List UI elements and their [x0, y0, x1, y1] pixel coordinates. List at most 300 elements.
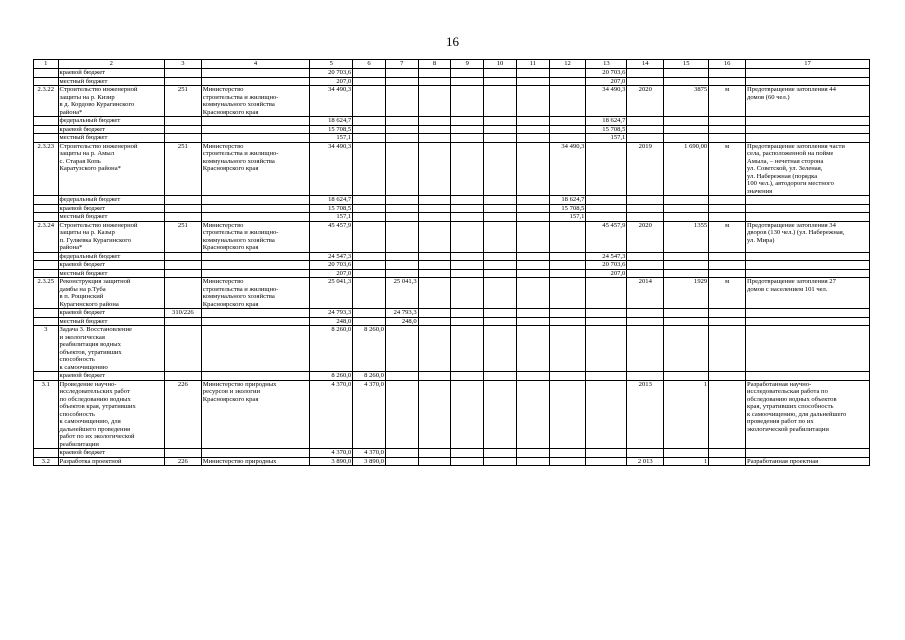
table-cell — [164, 134, 201, 143]
table-cell — [627, 213, 664, 222]
table-cell — [664, 196, 709, 205]
table-cell: местный бюджет — [58, 213, 164, 222]
table-cell — [418, 326, 451, 372]
table-cell — [627, 204, 664, 213]
table-cell — [549, 326, 586, 372]
table-cell — [709, 380, 746, 449]
table-cell — [746, 252, 870, 261]
table-cell — [709, 372, 746, 381]
table-cell — [709, 269, 746, 278]
table-cell — [353, 317, 386, 326]
table-cell — [746, 117, 870, 126]
table-cell — [516, 117, 549, 126]
table-cell: м — [709, 221, 746, 252]
column-number-row — [34, 60, 870, 69]
table-cell: 157,1 — [586, 134, 627, 143]
table-cell — [484, 134, 517, 143]
table-cell — [746, 449, 870, 458]
table-cell: Проведение научно- исследовательских работ по обследованию водных объектов края, утративших способность к самоочищению, для дальнейшего проведения работ по их экологической реабилитации — [58, 380, 164, 449]
table-cell: местный бюджет — [58, 134, 164, 143]
table-row — [34, 252, 870, 261]
table-cell — [516, 372, 549, 381]
table-cell — [353, 309, 386, 318]
table-cell: 25 041,3 — [310, 278, 353, 309]
table-cell — [418, 221, 451, 252]
table-cell: 20 703,6 — [586, 69, 627, 78]
table-cell — [353, 69, 386, 78]
table-cell — [549, 77, 586, 86]
table-cell — [164, 125, 201, 134]
table-cell — [516, 380, 549, 449]
table-cell — [385, 77, 418, 86]
table-cell — [34, 196, 59, 205]
table-cell — [34, 69, 59, 78]
table-cell — [516, 125, 549, 134]
table-cell — [451, 221, 484, 252]
table-cell — [664, 117, 709, 126]
table-cell — [586, 317, 627, 326]
table-cell — [201, 213, 309, 222]
table-cell — [418, 252, 451, 261]
table-cell: краевой бюджет — [58, 372, 164, 381]
table-cell: 3.2 — [34, 457, 59, 466]
table-cell — [709, 134, 746, 143]
table-cell — [201, 449, 309, 458]
table-cell — [418, 142, 451, 196]
table-row — [34, 196, 870, 205]
table-cell: 8 260,0 — [353, 326, 386, 372]
table-cell — [627, 117, 664, 126]
table-cell — [484, 309, 517, 318]
table-cell: 25 041,3 — [385, 278, 418, 309]
table-cell — [516, 317, 549, 326]
table-cell — [549, 449, 586, 458]
table-cell: 248,0 — [310, 317, 353, 326]
table-cell: Министерство природных — [201, 457, 309, 466]
table-cell — [709, 317, 746, 326]
table-cell: 45 457,9 — [310, 221, 353, 252]
table-cell — [746, 317, 870, 326]
table-cell — [164, 252, 201, 261]
table-cell: м — [709, 142, 746, 196]
table-cell — [746, 372, 870, 381]
table-cell — [484, 204, 517, 213]
table-cell: 20 703,6 — [586, 261, 627, 270]
table-cell: 2014 — [627, 278, 664, 309]
table-cell — [516, 278, 549, 309]
table-cell — [516, 457, 549, 466]
table-cell — [709, 326, 746, 372]
table-cell — [418, 86, 451, 117]
table-cell — [516, 86, 549, 117]
table-cell: 1355 — [664, 221, 709, 252]
table-cell — [586, 142, 627, 196]
table-row — [34, 269, 870, 278]
table-cell — [549, 134, 586, 143]
table-cell — [34, 204, 59, 213]
table-cell: краевой бюджет — [58, 125, 164, 134]
table-cell — [709, 204, 746, 213]
table-row — [34, 142, 870, 196]
table-cell — [451, 449, 484, 458]
table-cell — [385, 449, 418, 458]
table-cell — [164, 449, 201, 458]
table-cell: Министерство строительства и жилищно- коммунального хозяйства Красноярского края — [201, 142, 309, 196]
table-row — [34, 372, 870, 381]
table-cell — [385, 213, 418, 222]
table-cell — [746, 309, 870, 318]
table-cell — [484, 269, 517, 278]
table-cell: федеральный бюджет — [58, 117, 164, 126]
table-cell — [709, 125, 746, 134]
table-cell: краевой бюджет — [58, 69, 164, 78]
table-cell — [516, 269, 549, 278]
table-cell: 1 — [664, 457, 709, 466]
table-cell: 1 — [664, 380, 709, 449]
page-number: 16 — [446, 34, 459, 49]
table-cell: 34 490,3 — [586, 86, 627, 117]
column-number: 13 — [586, 60, 627, 69]
table-cell — [516, 221, 549, 252]
table-row — [34, 326, 870, 372]
table-cell — [709, 261, 746, 270]
table-cell: 2.3.24 — [34, 221, 59, 252]
table-cell — [549, 380, 586, 449]
table-cell: 34 490,3 — [310, 142, 353, 196]
table-cell — [418, 196, 451, 205]
table-row — [34, 117, 870, 126]
table-cell — [164, 77, 201, 86]
table-cell: Предотвращение затопления 27 домов с населением 101 чел. — [746, 278, 870, 309]
table-cell: Министерство строительства и жилищно- коммунального хозяйства Красноярского края — [201, 86, 309, 117]
column-number: 10 — [484, 60, 517, 69]
table-cell — [627, 134, 664, 143]
column-number: 8 — [418, 60, 451, 69]
table-cell — [746, 134, 870, 143]
table-cell: 4 370,0 — [353, 380, 386, 449]
table-cell: Задача 3. Восстановление и экологическая реабилитация водных объектов, утративших способность к самоочищению — [58, 326, 164, 372]
table-cell: 2019 — [627, 142, 664, 196]
table-row — [34, 125, 870, 134]
table-cell — [451, 372, 484, 381]
table-cell: 8 260,0 — [310, 372, 353, 381]
table-cell — [451, 380, 484, 449]
table-cell — [709, 309, 746, 318]
table-row — [34, 380, 870, 449]
table-cell — [385, 125, 418, 134]
table-cell — [627, 69, 664, 78]
table-cell — [385, 221, 418, 252]
column-number: 9 — [451, 60, 484, 69]
table-cell: Строительство инженерной защиты на р. Кизир в д. Кордово Курагинского района* — [58, 86, 164, 117]
table-cell — [627, 261, 664, 270]
table-cell — [549, 69, 586, 78]
table-cell — [484, 252, 517, 261]
column-number: 17 — [746, 60, 870, 69]
table-cell — [451, 317, 484, 326]
table-cell: 207,0 — [586, 269, 627, 278]
table-cell — [451, 252, 484, 261]
table-cell — [353, 252, 386, 261]
table-cell — [627, 77, 664, 86]
table-cell — [418, 125, 451, 134]
table-cell: 34 490,3 — [549, 142, 586, 196]
table-cell — [586, 278, 627, 309]
table-cell — [34, 309, 59, 318]
table-cell — [201, 77, 309, 86]
table-cell: 251 — [164, 142, 201, 196]
table-cell — [549, 457, 586, 466]
table-cell — [484, 372, 517, 381]
table-cell — [418, 213, 451, 222]
table-cell — [164, 317, 201, 326]
table-cell: 157,1 — [549, 213, 586, 222]
table-cell: местный бюджет — [58, 269, 164, 278]
table-cell — [418, 117, 451, 126]
table-cell — [418, 77, 451, 86]
table-cell: 207,0 — [310, 269, 353, 278]
table-cell — [484, 221, 517, 252]
table-cell — [746, 269, 870, 278]
table-cell — [385, 134, 418, 143]
table-cell: 20 703,6 — [310, 261, 353, 270]
table-row — [34, 86, 870, 117]
table-cell — [664, 69, 709, 78]
table-cell — [164, 278, 201, 309]
table-cell: 34 490,3 — [310, 86, 353, 117]
table-cell — [664, 317, 709, 326]
table-cell — [549, 117, 586, 126]
table-cell: 1 690,00 — [664, 142, 709, 196]
table-cell: 2020 — [627, 221, 664, 252]
table-cell — [418, 69, 451, 78]
table-cell — [451, 142, 484, 196]
table-cell — [201, 309, 309, 318]
table-cell — [516, 204, 549, 213]
table-cell: 251 — [164, 86, 201, 117]
table-cell — [484, 213, 517, 222]
table-cell — [664, 252, 709, 261]
table-cell — [746, 213, 870, 222]
table-cell — [353, 77, 386, 86]
table-cell — [385, 380, 418, 449]
table-cell — [385, 372, 418, 381]
table-cell: 24 547,3 — [586, 252, 627, 261]
table-cell: 2.3.22 — [34, 86, 59, 117]
table-cell: 24 793,3 — [385, 309, 418, 318]
table-cell: 8 260,0 — [353, 372, 386, 381]
table-cell — [664, 449, 709, 458]
table-cell — [516, 69, 549, 78]
table-cell: Реконструкция защитной дамбы на р.Туба в п. Рощинский Курагинского района — [58, 278, 164, 309]
table-cell — [516, 449, 549, 458]
table-cell — [418, 380, 451, 449]
table-cell: Предотвращение затопления 44 домов (60 чел.) — [746, 86, 870, 117]
table-cell — [709, 252, 746, 261]
table-cell: местный бюджет — [58, 77, 164, 86]
table-cell: краевой бюджет — [58, 449, 164, 458]
table-cell: 8 260,0 — [310, 326, 353, 372]
table-cell: 310/226 — [164, 309, 201, 318]
table-cell — [484, 278, 517, 309]
table-cell — [484, 77, 517, 86]
table-cell — [201, 372, 309, 381]
table-cell: федеральный бюджет — [58, 252, 164, 261]
table-cell — [201, 125, 309, 134]
table-cell — [627, 317, 664, 326]
table-cell — [451, 125, 484, 134]
table-cell — [164, 204, 201, 213]
table-cell — [418, 457, 451, 466]
table-cell — [418, 269, 451, 278]
table-cell: Министерство строительства и жилищно- коммунального хозяйства Красноярского края — [201, 221, 309, 252]
table-row — [34, 309, 870, 318]
table-cell — [516, 261, 549, 270]
table-cell: 20 703,6 — [310, 69, 353, 78]
table-cell — [353, 117, 386, 126]
table-cell — [385, 457, 418, 466]
column-number: 3 — [164, 60, 201, 69]
table-cell — [664, 134, 709, 143]
column-number: 15 — [664, 60, 709, 69]
table-cell — [484, 117, 517, 126]
table-cell — [549, 317, 586, 326]
table-cell: краевой бюджет — [58, 261, 164, 270]
column-number: 5 — [310, 60, 353, 69]
table-cell — [484, 449, 517, 458]
table-cell — [549, 372, 586, 381]
table-cell — [451, 309, 484, 318]
table-cell — [627, 269, 664, 278]
table-cell — [451, 269, 484, 278]
table-row — [34, 278, 870, 309]
table-cell: 248,0 — [385, 317, 418, 326]
table-cell — [627, 372, 664, 381]
table-cell — [418, 309, 451, 318]
table-cell — [201, 196, 309, 205]
table-row — [34, 77, 870, 86]
table-cell — [451, 213, 484, 222]
column-number: 11 — [516, 60, 549, 69]
table-cell — [746, 125, 870, 134]
table-cell — [418, 372, 451, 381]
table-cell — [516, 77, 549, 86]
table-cell — [385, 269, 418, 278]
table-cell — [549, 309, 586, 318]
table-cell — [586, 204, 627, 213]
table-row — [34, 213, 870, 222]
table-cell: 3.1 — [34, 380, 59, 449]
table-cell — [451, 86, 484, 117]
table-cell — [549, 125, 586, 134]
table-cell: 157,1 — [310, 134, 353, 143]
table-cell — [484, 457, 517, 466]
table-cell: 15 708,5 — [310, 204, 353, 213]
table-cell — [418, 134, 451, 143]
table-cell — [627, 326, 664, 372]
table-cell — [164, 372, 201, 381]
table-cell: 45 457,9 — [586, 221, 627, 252]
table-cell — [484, 86, 517, 117]
table-cell — [664, 204, 709, 213]
table-cell: 1929 — [664, 278, 709, 309]
table-cell: 4 370,0 — [310, 449, 353, 458]
table-cell — [418, 278, 451, 309]
table-cell: Разработанная проектная — [746, 457, 870, 466]
table-cell — [353, 269, 386, 278]
table-cell — [353, 278, 386, 309]
table-cell: 207,0 — [310, 77, 353, 86]
table-cell — [586, 213, 627, 222]
table-cell — [34, 252, 59, 261]
table-cell — [201, 269, 309, 278]
table-cell: Разработка проектной — [58, 457, 164, 466]
table-cell — [385, 326, 418, 372]
table-cell: Министерство строительства и жилищно- коммунального хозяйства Красноярского края — [201, 278, 309, 309]
column-number: 14 — [627, 60, 664, 69]
table-cell: 207,0 — [586, 77, 627, 86]
table-cell — [709, 196, 746, 205]
table-cell — [484, 69, 517, 78]
table-cell — [418, 261, 451, 270]
table-cell: 24 547,3 — [310, 252, 353, 261]
table-cell — [627, 449, 664, 458]
table-cell — [586, 372, 627, 381]
column-number: 16 — [709, 60, 746, 69]
table-cell — [549, 269, 586, 278]
table-cell — [549, 278, 586, 309]
table-cell — [627, 309, 664, 318]
table-cell: Разработанная научно- исследовательская работа по обследованию водных объектов края, утративших способность к самоочищению, для дальнейшего проведения работ по их экологической реабилитации — [746, 380, 870, 449]
table-cell — [664, 269, 709, 278]
table-cell — [746, 261, 870, 270]
table-cell — [709, 77, 746, 86]
table-cell — [353, 125, 386, 134]
table-row — [34, 317, 870, 326]
table-cell — [34, 261, 59, 270]
table-cell — [34, 134, 59, 143]
table-cell: 3 — [34, 326, 59, 372]
table-cell — [484, 380, 517, 449]
column-number: 12 — [549, 60, 586, 69]
table-cell — [516, 309, 549, 318]
table-cell — [34, 317, 59, 326]
table-cell — [201, 317, 309, 326]
table-cell — [516, 134, 549, 143]
table-row — [34, 221, 870, 252]
table-cell — [353, 213, 386, 222]
table-cell: Строительство инженерной защиты на р. Казыр п. Гуляевка Курагинского района* — [58, 221, 164, 252]
table-cell: 18 624,7 — [549, 196, 586, 205]
table-cell — [385, 142, 418, 196]
table-cell — [627, 252, 664, 261]
table-cell: 18 624,7 — [310, 117, 353, 126]
table-cell — [746, 69, 870, 78]
table-cell: 15 708,5 — [310, 125, 353, 134]
table-cell — [34, 117, 59, 126]
table-cell — [353, 196, 386, 205]
table-cell — [451, 117, 484, 126]
table-cell: местный бюджет — [58, 317, 164, 326]
table-cell: 2013 — [627, 380, 664, 449]
table-cell — [353, 142, 386, 196]
table-cell — [627, 125, 664, 134]
table-cell: Предотвращение затопления части села, расположенной на пойме Амыла, – нечетная сторона ул. Советской, ул. Зеленая, ул. Набережная (порядка 100 чел.), автодороги местного значения — [746, 142, 870, 196]
table-cell — [709, 457, 746, 466]
table-cell: Предотвращение затопления 34 дворов (130 чел.) (ул. Набережная, ул. Мира) — [746, 221, 870, 252]
table-cell — [664, 125, 709, 134]
column-number: 2 — [58, 60, 164, 69]
